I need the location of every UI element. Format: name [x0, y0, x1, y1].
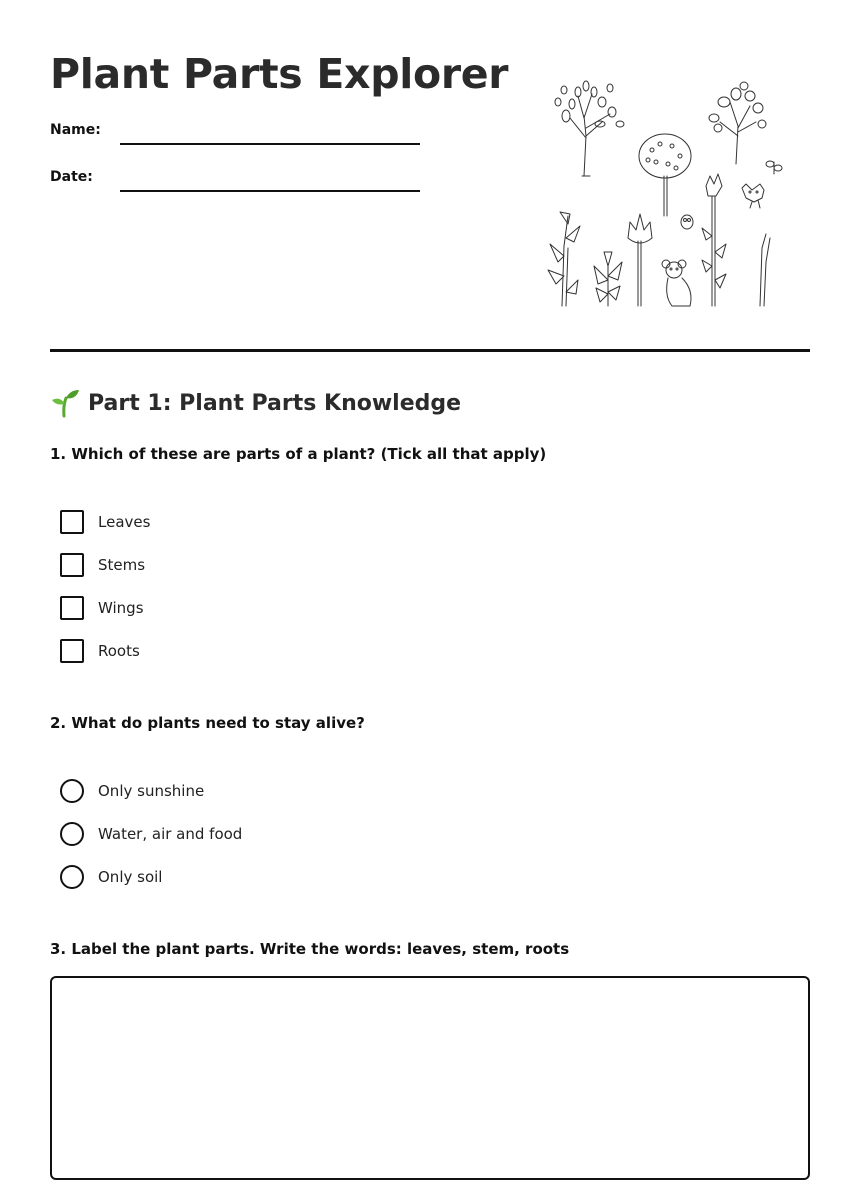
option-label: Only soil: [98, 868, 163, 886]
option-wings[interactable]: [60, 596, 144, 620]
plant-icon: [594, 252, 622, 306]
tree-icon: [639, 134, 691, 216]
name-field[interactable]: [120, 143, 420, 145]
radio-button[interactable]: [60, 779, 84, 803]
radio-button[interactable]: [60, 822, 84, 846]
section-title: Part 1: Plant Parts Knowledge: [88, 390, 462, 416]
date-label: Date:: [50, 169, 93, 185]
checkbox[interactable]: [60, 639, 84, 663]
checkbox[interactable]: [60, 510, 84, 534]
option-only-soil[interactable]: [60, 865, 162, 889]
page-title: Plant Parts Explorer: [50, 50, 509, 98]
option-label: Wings: [98, 599, 144, 617]
option-label: Stems: [98, 556, 146, 574]
date-field[interactable]: [120, 190, 420, 192]
flower-icon: [628, 214, 652, 306]
option-label: Leaves: [98, 513, 151, 531]
option-water-air-food[interactable]: [60, 822, 242, 846]
question-2: 2. What do plants need to stay alive?: [50, 714, 365, 732]
option-label: Only sunshine: [98, 782, 205, 800]
section-heading: [50, 388, 461, 418]
flower-icon: [702, 174, 726, 306]
tree-icon: [555, 81, 624, 176]
section-divider: [50, 349, 810, 352]
tree-icon: [709, 82, 766, 164]
fox-icon: [742, 184, 764, 208]
plant-stem-icon: [548, 212, 580, 306]
drawing-area[interactable]: [50, 976, 810, 1180]
plants-illustration: [540, 66, 790, 316]
owl-icon: [681, 215, 693, 229]
grass-icon: [760, 234, 770, 306]
radio-button[interactable]: [60, 865, 84, 889]
option-only-sunshine[interactable]: [60, 779, 204, 803]
checkbox[interactable]: [60, 553, 84, 577]
option-stems[interactable]: [60, 553, 145, 577]
option-leaves[interactable]: [60, 510, 150, 534]
option-label: Roots: [98, 642, 140, 660]
question-1: 1. Which of these are parts of a plant? (Tick all that apply): [50, 445, 547, 463]
sprout-icon: [50, 388, 80, 418]
question-3: 3. Label the plant parts. Write the words: leaves, stem, roots: [50, 940, 570, 958]
option-label: Water, air and food: [98, 825, 243, 843]
koala-icon: [662, 260, 691, 306]
butterfly-icon: [766, 161, 782, 174]
name-label: Name:: [50, 122, 101, 138]
checkbox[interactable]: [60, 596, 84, 620]
option-roots[interactable]: [60, 639, 140, 663]
